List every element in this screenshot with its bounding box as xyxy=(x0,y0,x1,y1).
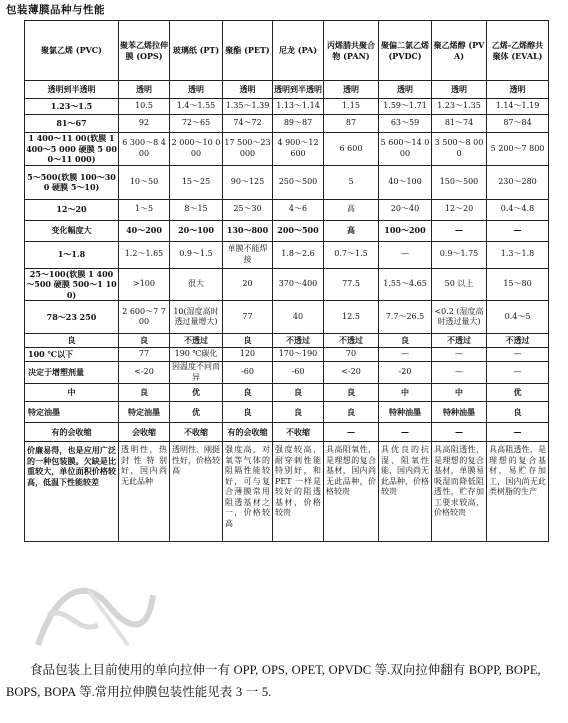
table-cell: 77.5 xyxy=(324,268,379,301)
table-cell: 87～84 xyxy=(487,115,549,133)
table-cell: 不收缩 xyxy=(170,423,223,442)
table-cell: 透明到半透明 xyxy=(273,81,324,99)
table-cell: 透明 xyxy=(379,81,432,99)
table-cell: 1.4～1.55 xyxy=(170,99,223,115)
table-cell: 8～15 xyxy=(170,199,223,220)
watermark-seal xyxy=(28,575,158,655)
table-summary-row xyxy=(25,442,549,542)
table-cell: 聚酯 (PET) xyxy=(223,21,273,81)
table-cell: — xyxy=(379,423,432,442)
table-cell: 良 xyxy=(119,334,170,348)
table-cell: 77 xyxy=(119,348,170,362)
table-cell: 2 600～7 700 xyxy=(119,301,170,334)
table-cell: — xyxy=(379,241,432,268)
table-cell: 1.14～1.19 xyxy=(487,99,549,115)
table-cell: 中 xyxy=(25,384,119,402)
table-cell: 具高阻透性，是理想的复合基材，单膜易吸湿而降低阻透性，贮存加工要求较高，价格较贵 xyxy=(432,442,487,542)
table-cell: -60 xyxy=(273,362,324,384)
table-cell: 10(湿度高时透过量增大) xyxy=(170,301,223,334)
table-cell: 1.35～1.39 xyxy=(223,99,273,115)
table-row xyxy=(25,115,549,133)
table-cell: 70 xyxy=(324,348,379,362)
table-cell: 72～65 xyxy=(170,115,223,133)
table-cell: 强度较高，耐穿刺性能特别好，和 PET 一样是较好的阻透基材，价格较贵 xyxy=(273,442,324,542)
table-cell: 不透过 xyxy=(273,334,324,348)
table-cell: 良 xyxy=(223,384,273,402)
table-cell: 很大 xyxy=(170,268,223,301)
table-cell: 良 xyxy=(119,384,170,402)
table-cell: 高 xyxy=(324,199,379,220)
table-cell: 乙烯-乙烯醇共聚体 (EVAL) xyxy=(487,21,549,81)
table-cell: 良 xyxy=(487,402,549,423)
table-cell: 优 xyxy=(170,384,223,402)
table-cell: <0.2 (湿度高时透过量大) xyxy=(432,301,487,334)
table-cell: 透明 xyxy=(324,81,379,99)
table-cell: 聚苯乙烯拉伸膜 (OPS) xyxy=(119,21,170,81)
table-row xyxy=(25,165,549,199)
table-cell: 不收缩 xyxy=(273,423,324,442)
table-cell: 81～67 xyxy=(25,115,119,133)
table-cell: 6 600 xyxy=(324,133,379,166)
table-cell: 10～50 xyxy=(119,165,170,199)
table-cell: 0.4～5 xyxy=(487,301,549,334)
table-cell: — xyxy=(432,348,487,362)
table-cell: 1.2～1.65 xyxy=(119,241,170,268)
table-cell: 120 xyxy=(223,348,273,362)
table-cell: 尼龙 (PA) xyxy=(273,21,324,81)
table-header-row xyxy=(25,21,549,81)
table-cell: <-20 xyxy=(324,362,379,384)
table-cell: 12.5 xyxy=(324,301,379,334)
table-cell: — xyxy=(487,362,549,384)
table-cell: 1.15 xyxy=(324,99,379,115)
table-cell: 81～74 xyxy=(432,115,487,133)
table-row xyxy=(25,423,549,442)
table-cell: 1～5 xyxy=(119,199,170,220)
table-cell: 丙烯腈共聚合物 (PAN) xyxy=(324,21,379,81)
table-cell: 15～80 xyxy=(487,268,549,301)
table-cell: 0.9～1.75 xyxy=(432,241,487,268)
table-cell: 1.8～2.6 xyxy=(273,241,324,268)
table-cell: 5 200～7 800 xyxy=(487,133,549,166)
table-cell: 50 以上 xyxy=(432,268,487,301)
table-row xyxy=(25,268,549,301)
table-row xyxy=(25,362,549,384)
table-cell: 不透过 xyxy=(487,334,549,348)
table-cell: 20 xyxy=(223,268,273,301)
table-cell: 170～190 xyxy=(273,348,324,362)
table-cell: 良 xyxy=(223,402,273,423)
table-cell: 17 500～23 000 xyxy=(223,133,273,166)
table-cell: 15～25 xyxy=(170,165,223,199)
table-cell: 74～72 xyxy=(223,115,273,133)
table-cell: 特定油墨 xyxy=(119,402,170,423)
table-cell: 1.3～1.8 xyxy=(487,241,549,268)
table-cell: 5～500(软膜 100～300 硬膜 5～10) xyxy=(25,165,119,199)
table-title: 包装薄膜品种与性能 xyxy=(6,4,105,16)
table-cell: 20～100 xyxy=(170,220,223,241)
table-cell: 单膜不能焊接 xyxy=(223,241,273,268)
table-cell: 不透过 xyxy=(170,334,223,348)
table-cell: 4 900～12 600 xyxy=(273,133,324,166)
table-cell: 0.7～1.5 xyxy=(324,241,379,268)
table-cell: 63～59 xyxy=(379,115,432,133)
table-cell: 良 xyxy=(273,402,324,423)
table-cell: 10.5 xyxy=(119,99,170,115)
table-cell: 12～20 xyxy=(25,199,119,220)
table-cell: 透明性，热封性特别好，国内尚无此品种 xyxy=(119,442,170,542)
table-cell: 190 ℃碳化 xyxy=(170,348,223,362)
table-cell: 优 xyxy=(487,384,549,402)
table-row xyxy=(25,81,549,99)
table-row xyxy=(25,402,549,423)
table-cell: 良 xyxy=(324,402,379,423)
table-cell: — xyxy=(379,348,432,362)
table-cell: 40 xyxy=(273,301,324,334)
table-cell: 聚氯乙烯 (PVC) xyxy=(25,21,119,81)
table-cell: 玻璃纸 (PT) xyxy=(170,21,223,81)
body-paragraph: 食品包装上目前使用的单向拉伸一有 OPP, OPS, OPET, OPVDC 等.双向拉伸翻有 BOPP, BOPE, BOPS, BOPA 等.常用拉伸膜包装性能见表 3 一 5. xyxy=(6,663,541,699)
table-cell: 12～20 xyxy=(432,199,487,220)
table-cell: 透明 xyxy=(487,81,549,99)
table-cell: — xyxy=(324,423,379,442)
table-cell: 良 xyxy=(324,384,379,402)
table-cell: 100 ℃以下 xyxy=(25,348,119,362)
table-cell: 100～200 xyxy=(379,220,432,241)
table-cell: 78～23 250 xyxy=(25,301,119,334)
table-row xyxy=(25,220,549,241)
table-cell: 良 xyxy=(273,384,324,402)
table-cell: 6 300～8 400 xyxy=(119,133,170,166)
table-cell: 不透过 xyxy=(324,334,379,348)
table-cell: 87 xyxy=(324,115,379,133)
table-row xyxy=(25,133,549,166)
table-cell: 1 400～11 00(软膜 1 400～5 000 硬膜 5 000～11 000) xyxy=(26,133,117,164)
table-row xyxy=(25,384,549,402)
table-cell: 77 xyxy=(223,301,273,334)
table-cell: 1.59～1.71 xyxy=(379,99,432,115)
table-cell: 7.7～26.5 xyxy=(379,301,432,334)
table-row xyxy=(25,241,549,268)
table-cell: 透明 xyxy=(432,81,487,99)
table-cell: 透明到半透明 xyxy=(25,81,119,99)
table-cell: — xyxy=(432,362,487,384)
table-cell: 20～40 xyxy=(379,199,432,220)
table-cell: 特定油墨 xyxy=(25,402,119,423)
table-cell: 良 xyxy=(223,334,273,348)
table-cell: 92 xyxy=(119,115,170,133)
table-cell: 250～500 xyxy=(273,165,324,199)
table-cell: 4～6 xyxy=(273,199,324,220)
table-cell: 1.13～1.14 xyxy=(273,99,324,115)
table-cell: 90～125 xyxy=(223,165,273,199)
table-cell: 有的会收缩 xyxy=(25,423,119,442)
table-cell: 透明 xyxy=(170,81,223,99)
table-cell: 40～200 xyxy=(119,220,170,241)
table-cell: 1～1.8 xyxy=(25,241,119,268)
table-cell: 370～400 xyxy=(273,268,324,301)
table-cell: 变化幅度大 xyxy=(25,220,119,241)
table-cell: 1.55～4.65 xyxy=(379,268,432,301)
table-cell: 透明性、刚挺性好，价格较高 xyxy=(170,442,223,542)
table-cell: 特种油墨 xyxy=(432,402,487,423)
table-cell: 5 xyxy=(324,165,379,199)
table-cell: — xyxy=(487,220,549,241)
table-cell: 1.23～1.5 xyxy=(25,99,119,115)
table-cell: 具优良的抗湿、阻氧性能，国内尚无此品种，价格较贵 xyxy=(379,442,432,542)
table-cell: 价廉易得，也是应用广泛的一种包装膜。欠缺是比重较大，单位面积价格较高，低温下性能较差 xyxy=(25,442,119,542)
table-cell: >100 xyxy=(119,268,170,301)
table-cell: 5 600～14 000 xyxy=(379,133,432,166)
table-cell: 0.4～4.8 xyxy=(487,199,549,220)
table-cell: 25～30 xyxy=(223,199,273,220)
table-cell: 决定于增塑剂量 xyxy=(25,362,119,384)
table-cell: 有的会收缩 xyxy=(223,423,273,442)
table-cell: — xyxy=(487,423,549,442)
table-cell: 中 xyxy=(432,384,487,402)
table-cell: -60 xyxy=(223,362,273,384)
table-cell: 聚偏二氯乙烯 (PVDC) xyxy=(379,21,432,81)
table-cell: 3 500～8 000 xyxy=(432,133,487,166)
table-cell: 89～87 xyxy=(273,115,324,133)
table-row xyxy=(25,348,549,362)
table-cell: 25～100(软膜 1 400～500 硬膜 500～1 100) xyxy=(26,268,117,300)
table-cell: 高 xyxy=(324,220,379,241)
table-cell: 强度高，对氧等气体的阻隔性能较好，可与复合薄膜常用阻透基材之一，价格较高 xyxy=(223,442,273,542)
table-cell: 1.23～1.35 xyxy=(432,99,487,115)
table-row xyxy=(25,199,549,220)
table-cell: 会收缩 xyxy=(119,423,170,442)
table-cell: 2 000～10 000 xyxy=(170,133,223,166)
table-cell: <-20 xyxy=(119,362,170,384)
table-cell: — xyxy=(487,348,549,362)
table-row xyxy=(25,334,549,348)
table-cell: 聚乙烯醇 (PVA) xyxy=(432,21,487,81)
table-cell: 因温度不同而异 xyxy=(170,362,223,384)
table-cell: -20 xyxy=(379,362,432,384)
table-cell: 150～500 xyxy=(432,165,487,199)
table-cell: 0.9～1.5 xyxy=(170,241,223,268)
table-cell: — xyxy=(432,220,487,241)
table-cell: 良 xyxy=(379,334,432,348)
table-cell: 230～280 xyxy=(487,165,549,199)
film-properties-table xyxy=(24,20,549,542)
table-cell: 中 xyxy=(379,384,432,402)
table-cell: 200～500 xyxy=(273,220,324,241)
table-cell: 不透过 xyxy=(432,334,487,348)
table-cell: 40～100 xyxy=(379,165,432,199)
table-cell: — xyxy=(432,423,487,442)
table-cell: 特种油墨 xyxy=(379,402,432,423)
table-cell: 优 xyxy=(170,402,223,423)
table-cell: 透明 xyxy=(119,81,170,99)
table-cell: 具高阻透性，是理想的复合基材，易贮存加工，国内尚无此类树脂的生产 xyxy=(487,442,549,542)
table-cell: 具高阻氧性，是理想的复合基材，国内尚无此品种，价格较贵 xyxy=(324,442,379,542)
table-row xyxy=(25,301,549,334)
table-row xyxy=(25,99,549,115)
table-cell: 透明 xyxy=(223,81,273,99)
table-cell: 130～800 xyxy=(223,220,273,241)
table-cell: 良 xyxy=(25,334,119,348)
